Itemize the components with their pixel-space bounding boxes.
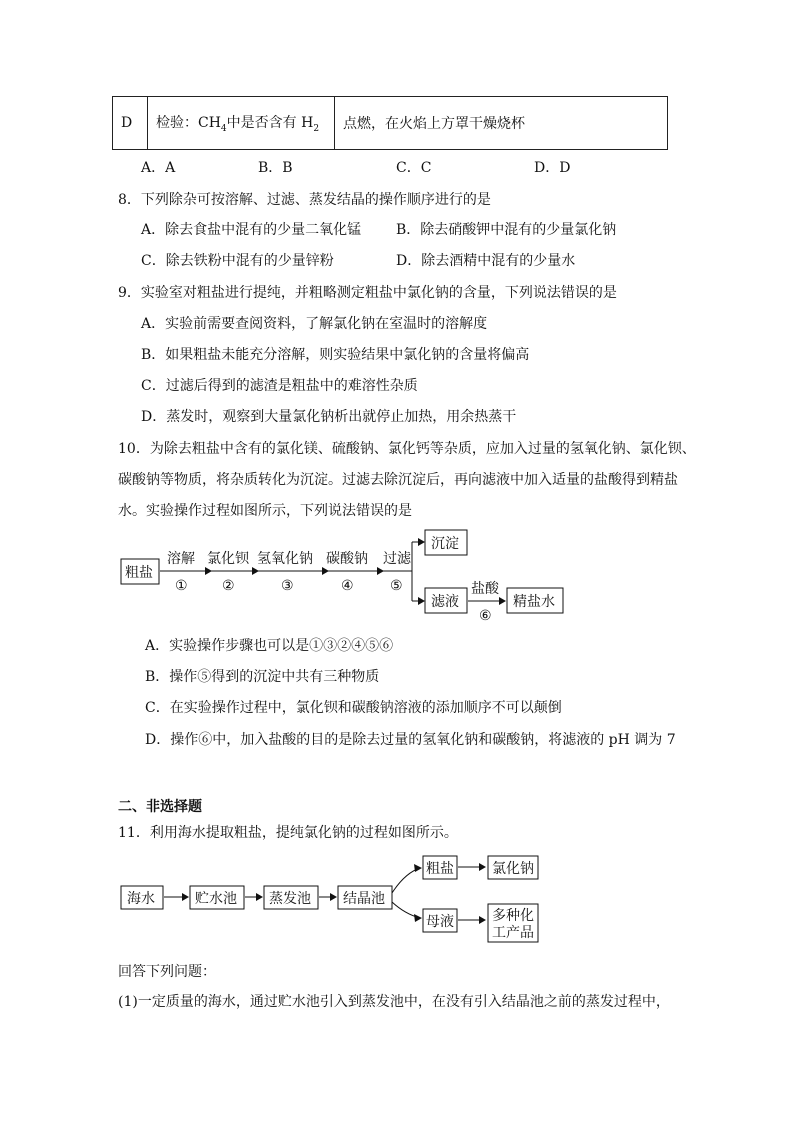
q11-stem: 11．利用海水提取粗盐，提纯氯化钠的过程如图所示。 <box>118 825 458 841</box>
q8-stem: 8．下列除杂可按溶解、过滤、蒸发结晶的操作顺序进行的是 <box>118 192 491 208</box>
answer-prompt: 回答下列问题： <box>118 964 216 980</box>
arrow-precipitate <box>418 538 425 546</box>
exp-mid: 中是否含有 <box>226 115 297 132</box>
q10-option-b: B．操作⑤得到的沉淀中共有三种物质 <box>145 669 380 685</box>
q9-option-c: C．过滤后得到的滤渣是粗盐中的难溶性杂质 <box>141 378 418 394</box>
formula-h2: H <box>301 115 314 132</box>
arrow-storage <box>256 893 263 901</box>
arrow-3 <box>322 567 329 575</box>
experiment-cell <box>148 97 335 150</box>
q10-option-c: C．在实验操作过程中，氯化钡和碳酸钠溶液的添加顺序不可以颠倒 <box>145 700 562 716</box>
formula-h2-sub: 2 <box>313 123 320 134</box>
q7-option-b: B．B <box>258 160 293 176</box>
q9-option-a: A．实验前需要查阅资料，了解氯化钠在室温时的溶解度 <box>141 316 488 332</box>
step-dissolve: 溶解 <box>167 551 195 567</box>
q9-option-d: D．蒸发时，观察到大量氯化钠析出就停止加热，用余热蒸干 <box>141 409 517 425</box>
step-naoh: 氢氧化钠 <box>257 551 313 567</box>
acid-step-num: ⑥ <box>479 608 492 624</box>
box-products-line2: 工产品 <box>492 925 534 941</box>
box-storage-label: 贮水池 <box>195 891 237 907</box>
formula-ch4: CH <box>198 115 221 132</box>
q10-flow-diagram <box>0 525 794 630</box>
step-na2co3: 碳酸钠 <box>326 551 368 567</box>
box-crystallization-label: 结晶池 <box>343 891 385 907</box>
q10-option-d: D．操作⑥中，加入盐酸的目的是除去过量的氢氧化钠和碳酸钠，将滤液的 pH 调为 7 <box>145 732 676 748</box>
box-product-label: 精盐水 <box>513 594 555 610</box>
box-filtrate-label: 滤液 <box>431 594 459 610</box>
q7-option-a: A．A <box>141 160 176 176</box>
arrow-seawater <box>182 893 189 901</box>
arrow-mother <box>479 916 486 924</box>
formula-ch4-sub: 4 <box>220 123 227 134</box>
q10-option-a: A．实验操作步骤也可以是①③②④⑤⑥ <box>145 638 394 654</box>
q9-stem: 9．实验室对粗盐进行提纯，并粗略测定粗盐中氯化钠的含量，下列说法错误的是 <box>118 285 617 301</box>
q10-stem-line-2: 碳酸钠等物质，将杂质转化为沉淀。过滤去除沉淀后，再向滤液中加入适量的盐酸得到精盐 <box>118 472 678 488</box>
box-products-line1: 多种化 <box>492 908 534 924</box>
q10-stem-line-1: 10．为除去粗盐中含有的氯化镁、硫酸钠、氯化钙等杂质，应加入过量的氢氧化钠、氯化钡、 <box>118 441 696 457</box>
arrow-1 <box>205 567 212 575</box>
q7-option-c: C．C <box>396 160 432 176</box>
q7-option-d: D．D <box>534 160 571 176</box>
step-num-3: ③ <box>281 578 294 594</box>
step-filter: 过滤 <box>383 551 411 567</box>
q8-option-d: D．除去酒精中混有的少量水 <box>396 253 576 269</box>
branch-to-crude <box>392 868 420 893</box>
q11-flow-diagram <box>0 848 794 948</box>
acid-label: 盐酸 <box>471 581 499 597</box>
q9-option-b: B．如果粗盐未能充分溶解，则实验结果中氯化钠的含量将偏高 <box>141 347 530 363</box>
box-crude-salt-label: 粗盐 <box>125 565 153 581</box>
arrow-evaporation <box>330 893 337 901</box>
step-bacl2: 氯化钡 <box>207 551 249 567</box>
arrow-acid <box>499 597 506 605</box>
step-num-1: ① <box>175 578 188 594</box>
box-evaporation-label: 蒸发池 <box>269 891 311 907</box>
step-num-4: ④ <box>341 578 354 594</box>
box-crude-label: 粗盐 <box>426 861 454 877</box>
box-seawater-label: 海水 <box>127 891 155 907</box>
q8-option-c: C．除去铁粉中混有的少量锌粉 <box>141 253 334 269</box>
row-letter: D <box>113 97 148 150</box>
q8-option-a: A．除去食盐中混有的少量二氧化锰 <box>141 222 362 238</box>
q10-stem-line-3: 水。实验操作过程如图所示，下列说法错误的是 <box>118 503 412 519</box>
options-table <box>112 96 668 150</box>
table-row <box>113 97 668 150</box>
q8-option-b: B．除去硝酸钾中混有的少量氯化钠 <box>396 222 617 238</box>
method-cell: 点燃，在火焰上方罩干燥烧杯 <box>335 97 668 150</box>
arrow-4 <box>377 567 384 575</box>
arrow-2 <box>252 567 259 575</box>
box-precipitate-label: 沉淀 <box>431 536 459 552</box>
q11-sub1: (1)一定质量的海水，通过贮水池引入到蒸发池中，在没有引入结晶池之前的蒸发过程中， <box>118 994 670 1010</box>
arrow-crude <box>479 863 486 871</box>
box-nacl-label: 氯化钠 <box>492 861 534 877</box>
step-num-5: ⑤ <box>390 578 403 594</box>
arrow-filtrate <box>418 597 425 605</box>
exp-prefix: 检验： <box>156 115 198 132</box>
box-mother-label: 母液 <box>426 914 454 930</box>
section-heading: 二、非选择题 <box>118 799 202 815</box>
step-num-2: ② <box>222 578 235 594</box>
